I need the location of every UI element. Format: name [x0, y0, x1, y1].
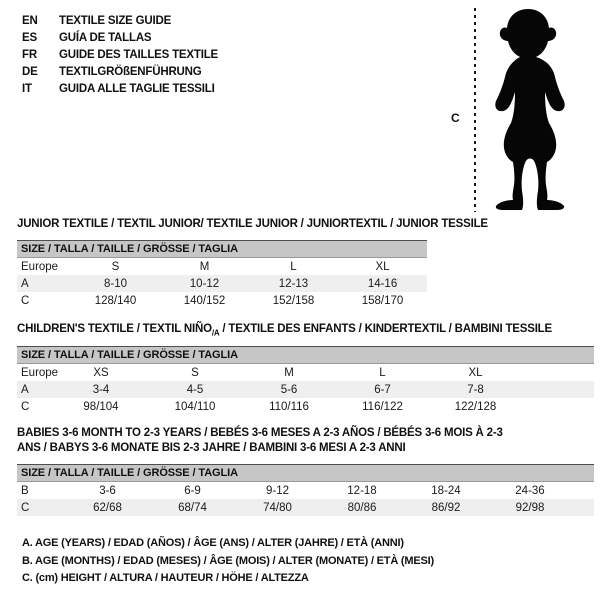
- size-cell: M: [199, 260, 210, 273]
- size-cell: 128/140: [94, 294, 137, 307]
- size-cell: 18-24: [431, 484, 461, 497]
- footnotes: [22, 535, 434, 588]
- size-cell: 6-9: [184, 484, 201, 497]
- size-cell: XL: [468, 366, 483, 379]
- junior-table-title: [17, 217, 488, 235]
- size-cell: 5-6: [242, 381, 336, 398]
- table-row: [17, 275, 427, 292]
- size-cell: 116/122: [362, 400, 403, 413]
- language-list: [22, 13, 218, 98]
- filler-cell: [522, 364, 594, 382]
- row-label: C: [17, 499, 65, 516]
- size-cell: 12-13: [249, 275, 338, 292]
- language-code: EN: [22, 15, 38, 27]
- children-table-title: [17, 322, 552, 340]
- row-label: B: [21, 484, 29, 497]
- size-cell: 6-7: [336, 381, 429, 398]
- children-size-table: [17, 346, 594, 415]
- size-cell: 104/110: [174, 400, 216, 413]
- size-cell: 98/104: [83, 400, 119, 413]
- title-text: BABIES 3-6 MONTH TO 2-3 YEARS / BEBÉS 3-6 MESES A 2-3 AÑOS / BÉBÉS 3-6 MOIS À 2-3 ANS / BABYS 3-6 MONATE BIS 2-3 JAHRE / BAMBINI 3-6 MESI A 2-3 ANNI: [17, 427, 503, 454]
- row-label: C: [21, 294, 30, 307]
- babies-table-title: [17, 426, 522, 459]
- table-row: [17, 381, 594, 398]
- language-title: GUÍA DE TALLAS: [59, 32, 152, 44]
- size-cell: S: [191, 366, 199, 379]
- size-cell: L: [379, 366, 386, 379]
- title-text: JUNIOR TEXTILE / TEXTIL JUNIOR/ TEXTILE JUNIOR / JUNIORTEXTIL / JUNIOR TESSILE: [17, 218, 488, 230]
- table-row: [17, 398, 594, 415]
- language-title: GUIDE DES TAILLES TEXTILE: [59, 49, 218, 61]
- language-code: IT: [22, 83, 32, 95]
- language-code: DE: [22, 66, 38, 78]
- language-row-de: [22, 64, 218, 81]
- filler-cell: [522, 381, 594, 398]
- table-row: [17, 364, 594, 382]
- junior-size-table: [17, 240, 427, 309]
- size-cell: 122/128: [454, 400, 497, 413]
- table-header-row: [17, 347, 594, 364]
- language-code: FR: [22, 49, 37, 61]
- size-header: SIZE / TALLA / TAILLE / GRÖSSE / TAGLIA: [17, 241, 427, 258]
- size-header: SIZE / TALLA / TAILLE / GRÖSSE / TAGLIA: [17, 465, 594, 482]
- baby-silhouette: [495, 9, 564, 210]
- title-text: / TEXTILE DES ENFANTS / KINDERTEXTIL / BAMBINI TESSILE: [219, 323, 552, 335]
- row-label: A: [17, 381, 54, 398]
- language-code: ES: [22, 32, 37, 44]
- table-row: [17, 292, 427, 309]
- language-title: TEXTILGRÖßENFÜHRUNG: [59, 66, 202, 78]
- size-cell: 7-8: [429, 381, 522, 398]
- size-cell: 80/86: [320, 499, 404, 516]
- size-cell: M: [284, 366, 294, 379]
- table-header-row: [17, 241, 427, 258]
- size-cell: XS: [93, 366, 109, 379]
- title-subscript: /A: [211, 328, 220, 338]
- size-cell: XL: [375, 260, 390, 273]
- size-cell: 4-5: [148, 381, 242, 398]
- size-cell: 92/98: [488, 499, 572, 516]
- measure-label-c: C: [451, 111, 460, 125]
- size-cell: 110/116: [269, 400, 309, 413]
- footnote-b: B. AGE (MONTHS) / EDAD (MESES) / ÂGE (MOIS) / ALTER (MONATE) / ETÀ (MESI): [22, 554, 434, 567]
- size-cell: L: [290, 260, 297, 273]
- row-label: C: [21, 400, 30, 413]
- size-cell: 24-36: [515, 484, 545, 497]
- row-label: A: [17, 275, 71, 292]
- language-row-it: [22, 81, 218, 98]
- language-row-en: [22, 13, 218, 30]
- baby-silhouette-figure: [443, 4, 583, 216]
- footnote-a: A. AGE (YEARS) / EDAD (AÑOS) / ÂGE (ANS) / ALTER (JAHRE) / ETÀ (ANNI): [22, 537, 404, 549]
- babies-size-table: [17, 464, 594, 516]
- size-cell: 8-10: [71, 275, 160, 292]
- table-row: [17, 258, 427, 276]
- size-cell: 62/68: [65, 499, 150, 516]
- size-cell: 10-12: [160, 275, 249, 292]
- size-cell: 86/92: [404, 499, 488, 516]
- size-cell: 158/170: [361, 294, 404, 307]
- language-row-fr: [22, 47, 218, 64]
- size-cell: 68/74: [150, 499, 235, 516]
- filler-cell: [572, 499, 594, 516]
- size-cell: 152/158: [272, 294, 315, 307]
- size-cell: 12-18: [347, 484, 377, 497]
- size-cell: 140/152: [183, 294, 226, 307]
- size-cell: 14-16: [338, 275, 427, 292]
- size-cell: 74/80: [235, 499, 320, 516]
- size-cell: 3-6: [99, 484, 116, 497]
- footnote-c: C. (cm) HEIGHT / ALTURA / HAUTEUR / HÖHE / ALTEZZA: [22, 572, 309, 584]
- row-label: Europe: [21, 260, 59, 273]
- filler-cell: [522, 398, 594, 415]
- size-cell: S: [111, 260, 120, 273]
- table-row: [17, 499, 594, 516]
- filler-cell: [572, 482, 594, 500]
- size-cell: 9-12: [265, 484, 290, 497]
- size-cell: 3-4: [54, 381, 148, 398]
- row-label: Europe: [21, 366, 59, 379]
- title-text: CHILDREN'S TEXTILE / TEXTIL NIÑO: [17, 323, 212, 335]
- table-header-row: [17, 465, 594, 482]
- language-row-es: [22, 30, 218, 47]
- language-title: TEXTILE SIZE GUIDE: [59, 15, 172, 27]
- size-header: SIZE / TALLA / TAILLE / GRÖSSE / TAGLIA: [17, 347, 594, 364]
- language-title: GUIDA ALLE TAGLIE TESSILI: [59, 83, 215, 95]
- table-row: [17, 482, 594, 500]
